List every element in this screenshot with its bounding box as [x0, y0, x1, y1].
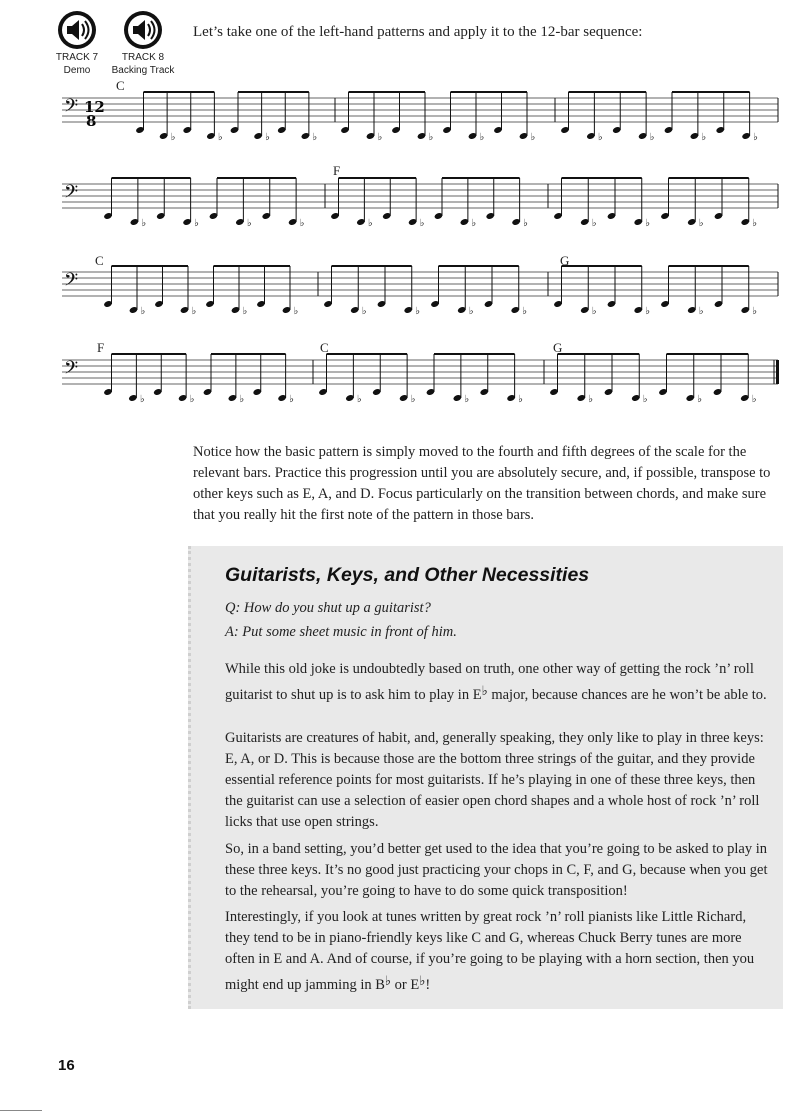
sidebar-paragraph-1 [225, 659, 773, 706]
text-run: ! [425, 977, 431, 993]
text-run: or E [391, 977, 420, 993]
flat-sign: ♭ [194, 218, 199, 229]
joke-answer: A: Put some sheet music in front of him. [225, 624, 457, 640]
bass-clef-icon: 𝄢 [64, 182, 79, 207]
flat-sign: ♭ [289, 394, 294, 405]
flat-sign: ♭ [265, 132, 270, 143]
flat-sign: ♭ [479, 132, 485, 143]
flat-sign: ♭ [752, 218, 757, 229]
flat-sign: ♭ [523, 218, 528, 229]
flat-sign: ♭ [239, 394, 245, 405]
chord-symbol: G [560, 253, 570, 268]
flat-sign: ♭ [468, 306, 474, 317]
chord-symbol: G [553, 340, 563, 355]
intro-text: Let’s take one of the left-hand patterns and apply it to the 12-bar sequence: [193, 24, 643, 40]
track-number: TRACK 8 [121, 52, 165, 63]
flat-sign: ♭ [312, 132, 318, 143]
flat-sign: ♭ [361, 306, 367, 317]
flat-sign: ♭ [588, 394, 593, 405]
sidebar-paragraph-2: Guitarists are creatures of habit, and, generally speaking, they only like to play in three keys: E, A, or D. This is because those are the bottom three strings of the guitar, and they provide essential reference points for most guitarists. If he’s playing in one of these three keys, then the guitarist can use a selection of easier open chord shapes and a whole host of rock ’n’ roll licks that use open strings. [225, 730, 764, 830]
flat-sign: ♭ [597, 132, 603, 143]
chord-symbol: C [116, 78, 125, 93]
time-signature [84, 98, 105, 130]
flat-sign: ♭ [753, 132, 758, 143]
flat-sign: ♭ [217, 132, 223, 143]
flat-sign: ♭ [140, 306, 146, 317]
flat-sign: ♭ [170, 132, 176, 143]
flat-sign: ♭ [419, 973, 426, 988]
flat-sign: ♭ [242, 306, 248, 317]
flat-sign: ♭ [591, 218, 597, 229]
flat-sign: ♭ [139, 394, 145, 405]
page-number: 16 [58, 1057, 75, 1074]
track-label: Backing Track [111, 65, 175, 76]
flat-sign: ♭ [471, 218, 477, 229]
flat-sign: ♭ [428, 132, 434, 143]
time-signature-bottom: 8 [86, 112, 97, 130]
bass-clef-icon: 𝄢 [64, 358, 79, 383]
joke-question: Q: How do you shut up a guitarist? [225, 600, 431, 616]
flat-sign: ♭ [356, 394, 362, 405]
flat-sign: ♭ [419, 218, 425, 229]
flat-sign: ♭ [645, 218, 650, 229]
text-run: While this old joke is undoubtedly based on truth, one other way of getting the rock ’n’ roll guitarist to shut up is to ask him to play in E [225, 661, 754, 703]
flat-sign: ♭ [384, 973, 392, 988]
flat-sign: ♭ [701, 132, 707, 143]
sidebar-box [188, 546, 783, 1009]
flat-sign: ♭ [481, 683, 488, 698]
chord-symbol: C [95, 253, 104, 268]
flat-sign: ♭ [293, 306, 299, 317]
flat-sign: ♭ [591, 306, 597, 317]
flat-sign: ♭ [697, 394, 702, 405]
body-paragraph: Notice how the basic pattern is simply moved to the fourth and fifth degrees of the scale for the relevant bars. Practice this progression until you are absolutely secure, and, if possible, transpose to other keys such as E, A, and D. Focus particularly on the transition between chords, and make sure that you really hit the first note of the pattern in those bars. [193, 444, 771, 523]
flat-sign: ♭ [367, 218, 373, 229]
text-run: Interestingly, if you look at tunes written by great rock ’n’ roll pianists like Little Richard, they tend to be in piano-friendly keys like C and G, whereas Chuck Berry tunes are more often in E and A. And of course, if you’re going to be playing with a horn section, then you might end up jamming in B [225, 909, 755, 993]
footer-rule [0, 1110, 42, 1111]
flat-sign: ♭ [642, 394, 648, 405]
flat-sign: ♭ [751, 394, 757, 405]
flat-sign: ♭ [299, 218, 305, 229]
sidebar-paragraph-4 [225, 907, 773, 996]
flat-sign: ♭ [530, 132, 536, 143]
flat-sign: ♭ [189, 394, 195, 405]
sidebar-paragraph-3: So, in a band setting, you’d better get used to the idea that you’re going to be asked to play in these three keys. It’s no good just practicing your chops in C, F, and G, because when you get to the rehearsal, you’re going to have to do some quick transposition! [225, 841, 768, 899]
flat-sign: ♭ [518, 394, 523, 405]
flat-sign: ♭ [698, 306, 704, 317]
flat-sign: ♭ [464, 394, 470, 405]
flat-sign: ♭ [141, 218, 147, 229]
chord-symbol: F [333, 163, 341, 178]
flat-sign: ♭ [645, 306, 650, 317]
track-label: Demo [63, 65, 91, 76]
chord-symbol: C [320, 340, 329, 355]
flat-sign: ♭ [522, 306, 527, 317]
bass-clef-icon: 𝄢 [64, 270, 79, 295]
flat-sign: ♭ [246, 218, 252, 229]
time-signature-top: 12 [84, 98, 105, 116]
flat-sign: ♭ [752, 306, 757, 317]
music-notation [0, 0, 800, 440]
flat-sign: ♭ [415, 306, 420, 317]
flat-sign: ♭ [377, 132, 383, 143]
flat-sign: ♭ [698, 218, 704, 229]
flat-sign: ♭ [191, 306, 197, 317]
chord-symbol: F [97, 340, 105, 355]
text-run: major, because chances are he won’t be able to. [487, 687, 767, 703]
final-barline [776, 360, 779, 384]
flat-sign: ♭ [410, 394, 416, 405]
track-number: TRACK 7 [55, 52, 99, 63]
sidebar-title: Guitarists, Keys, and Other Necessities [225, 564, 590, 586]
bass-clef-icon: 𝄢 [64, 96, 79, 121]
flat-sign: ♭ [649, 132, 655, 143]
